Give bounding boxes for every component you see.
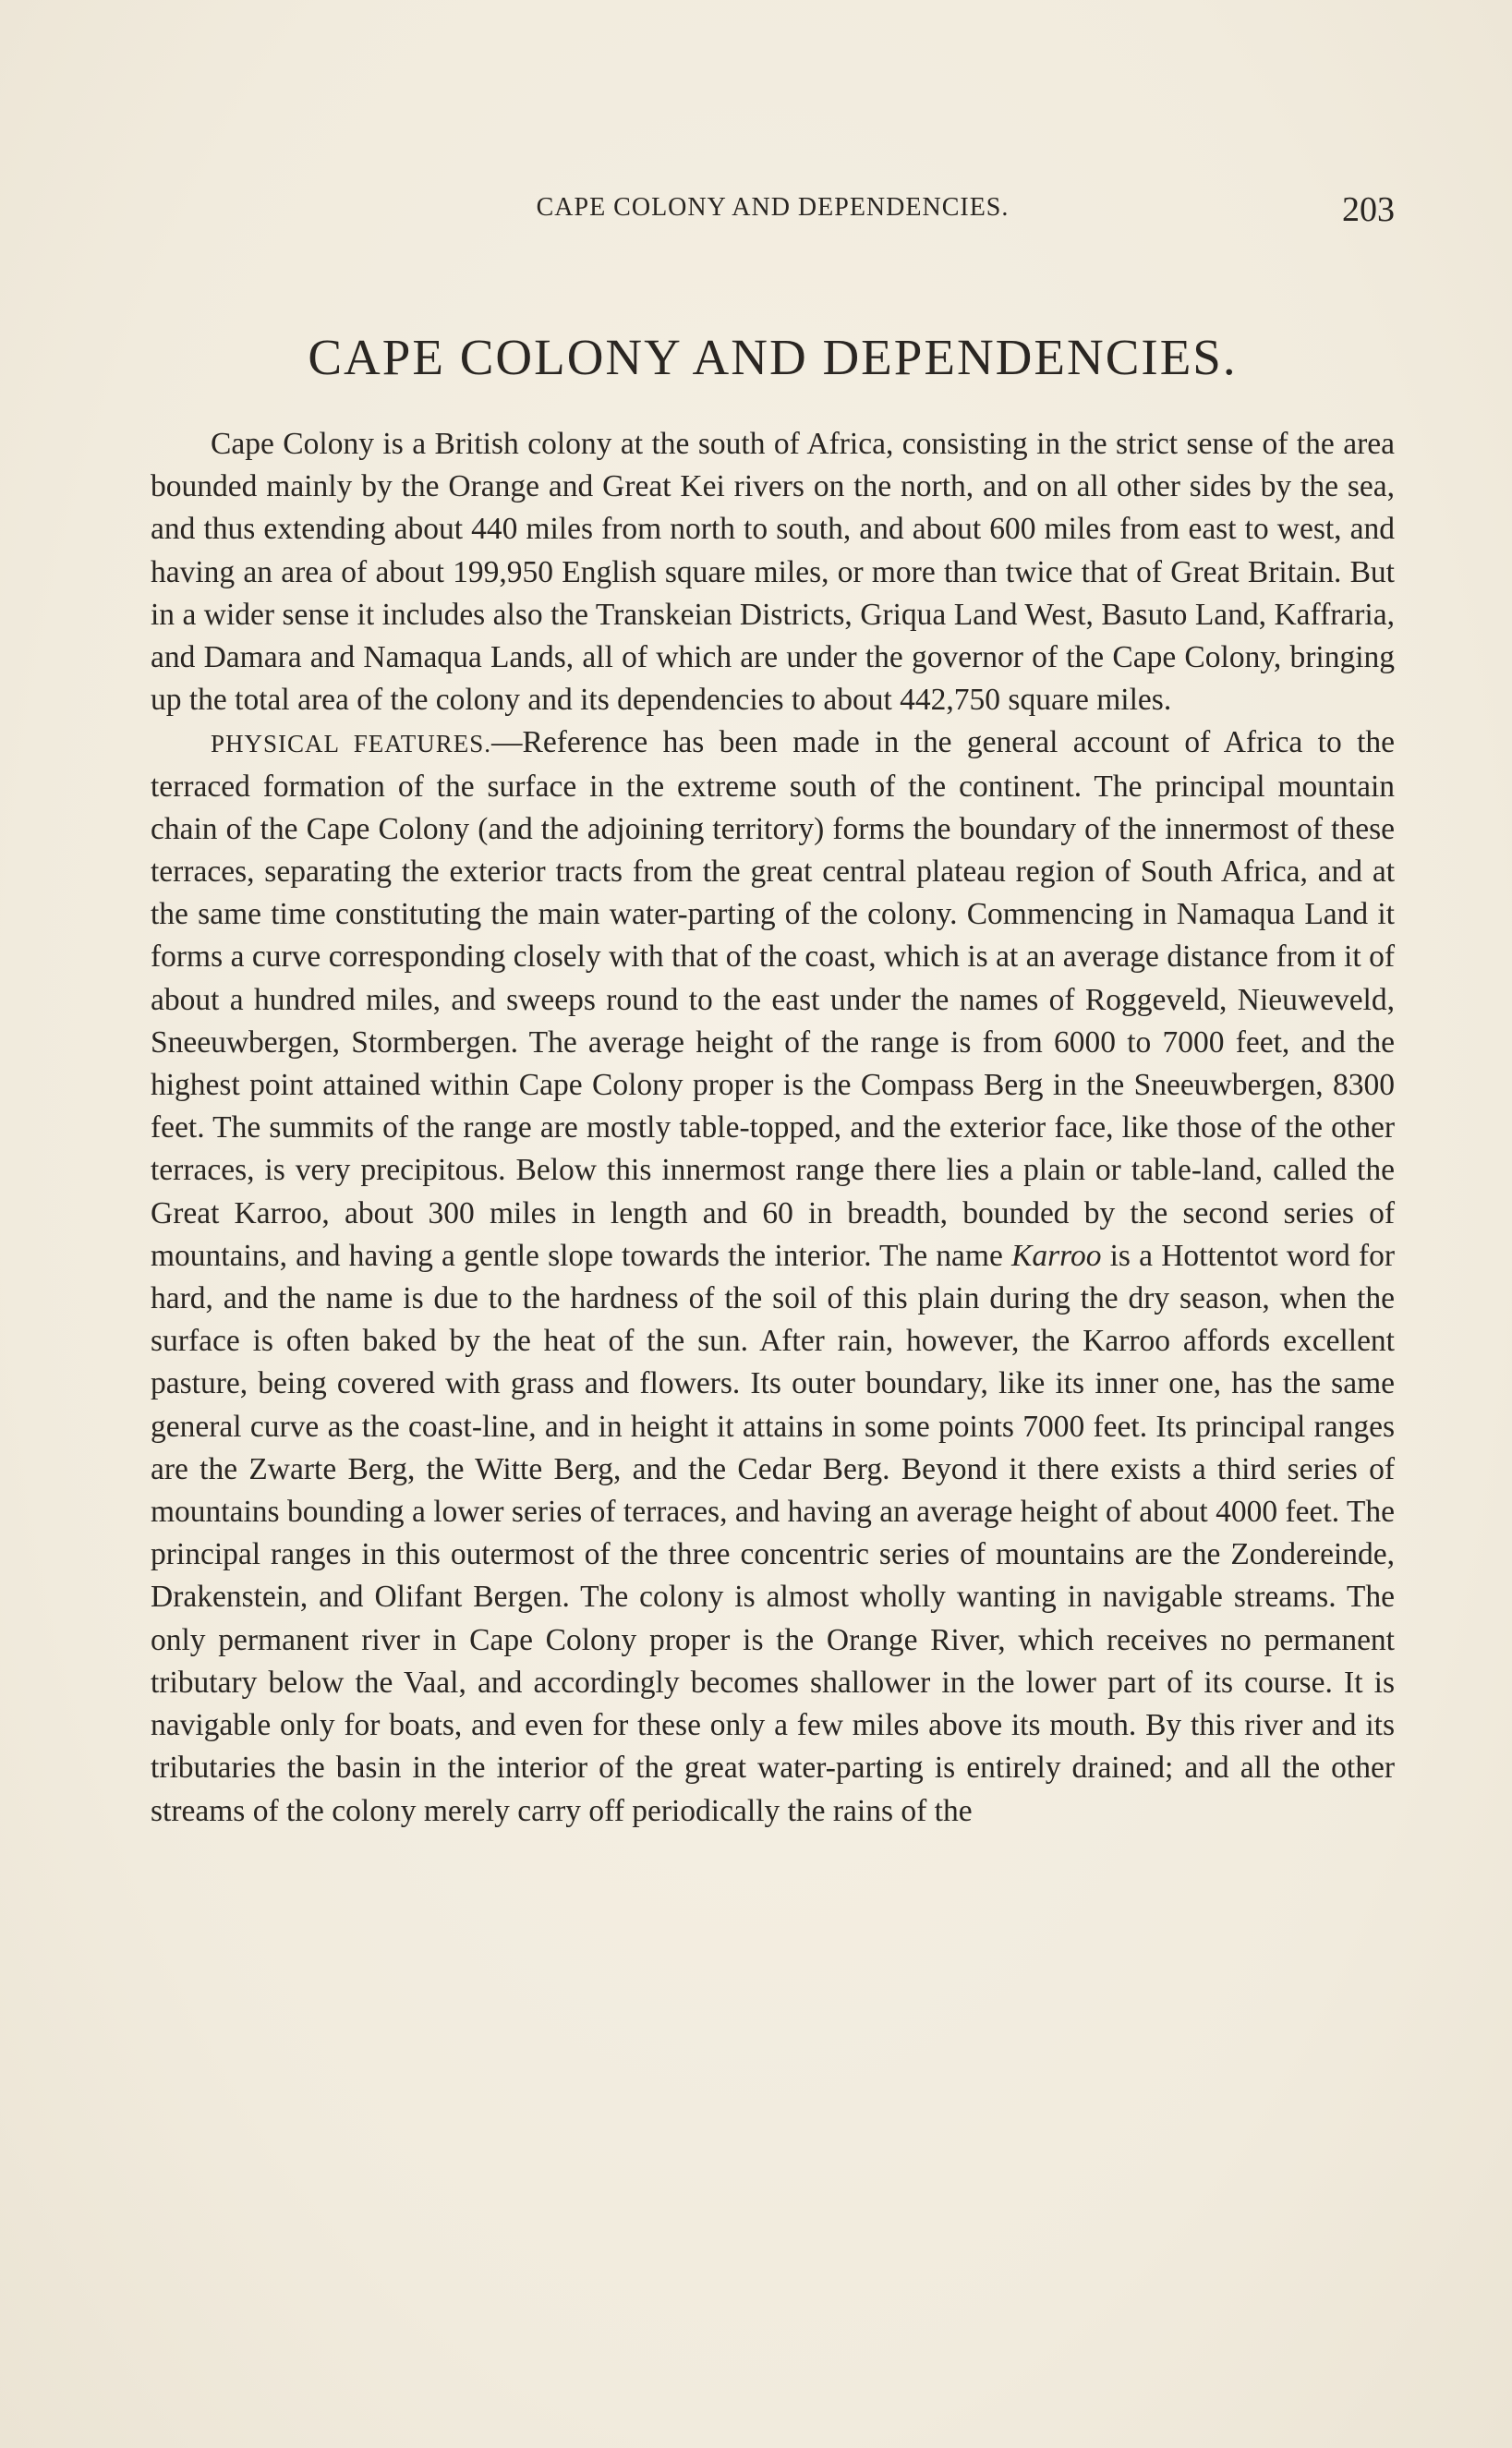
paragraph-physical-features <box>151 721 1395 1832</box>
paragraph-text-part-1: —Reference has been made in the general account of Africa to the terraced formation of the surface in the extreme south of the continent. The principal mountain chain of the Cape Colony (and the adjoining territory) forms the boundary of the innermost of these terraces, separating the exterior tracts from the great central plateau region of South Africa, and at the same time constituting the main water-parting of the colony. Commencing in Namaqua Land it forms a curve corresponding closely with that of the coast, which is at an average distance from it of about a hundred miles, and sweeps round to the east under the names of Roggeveld, Nieuweveld, Sneeuwbergen, Stormbergen. The average height of the range is from 6000 to 7000 feet, and the highest point attained within Cape Colony proper is the Compass Berg in the Sneeuwbergen, 8300 feet. The summits of the range are mostly table-topped, and the exterior face, like those of the other terraces, is very precipitous. Below this innermost range there lies a plain or table-land, called the Great Karroo, about 300 miles in length and 60 in breadth, bounded by the second series of mountains, and having a gentle slope towards the interior. The name <box>151 725 1395 1273</box>
running-title: CAPE COLONY AND DEPENDENCIES. <box>536 193 1010 222</box>
paragraph-text-part-2: is a Hottentot word for hard, and the name is due to the hardness of the soil of this plain during the dry season, when the surface is often baked by the heat of the sun. After rain, however, the Karroo affords excellent pasture, being covered with grass and flowers. Its outer boundary, like its inner one, has the same general curve as the coast-line, and in height it attains in some points 7000 feet. Its principal ranges are the Zwarte Berg, the Witte Berg, and the Cedar Berg. Beyond it there exists a third series of mountains bounding a lower series of terraces, and having an average height of about 4000 feet. The principal ranges in this outermost of the three concentric series of mountains are the Zondereinde, Drakenstein, and Olifant Bergen. The colony is almost wholly wanting in navigable streams. The only permanent river in Cape Colony proper is the Orange River, which receives no permanent tributary below the Vaal, and accordingly becomes shallower in the lower part of its course. It is navigable only for boats, and even for these only a few miles above its mouth. By this river and its tributaries the basin in the interior of the great water-parting is entirely drained; and all the other streams of the colony merely carry off periodically the rains of the <box>151 1238 1395 1828</box>
italic-term: Karroo <box>1011 1238 1102 1273</box>
chapter-title: CAPE COLONY AND DEPENDENCIES. <box>308 329 1238 385</box>
page-number: 203 <box>1342 190 1395 229</box>
running-head <box>151 189 1395 229</box>
body-text <box>151 423 1395 1833</box>
paragraph-intro: Cape Colony is a British colony at the south of Africa, consisting in the strict sense of the area bounded mainly by the Orange and Great Kei rivers on the north, and on all other sides by the sea, and thus extending about 440 miles from north to south, and about 600 miles from east to west, and having an area of about 199,950 English square miles, or more than twice that of Great Britain. But in a wider sense it includes also the Transkeian Districts, Griqua Land West, Basuto Land, Kaffraria, and Damara and Namaqua Lands, all of which are under the governor of the Cape Colony, bringing up the total area of the colony and its dependencies to about 442,750 square miles. <box>151 427 1395 718</box>
section-heading: PHYSICAL FEATURES. <box>211 730 492 758</box>
